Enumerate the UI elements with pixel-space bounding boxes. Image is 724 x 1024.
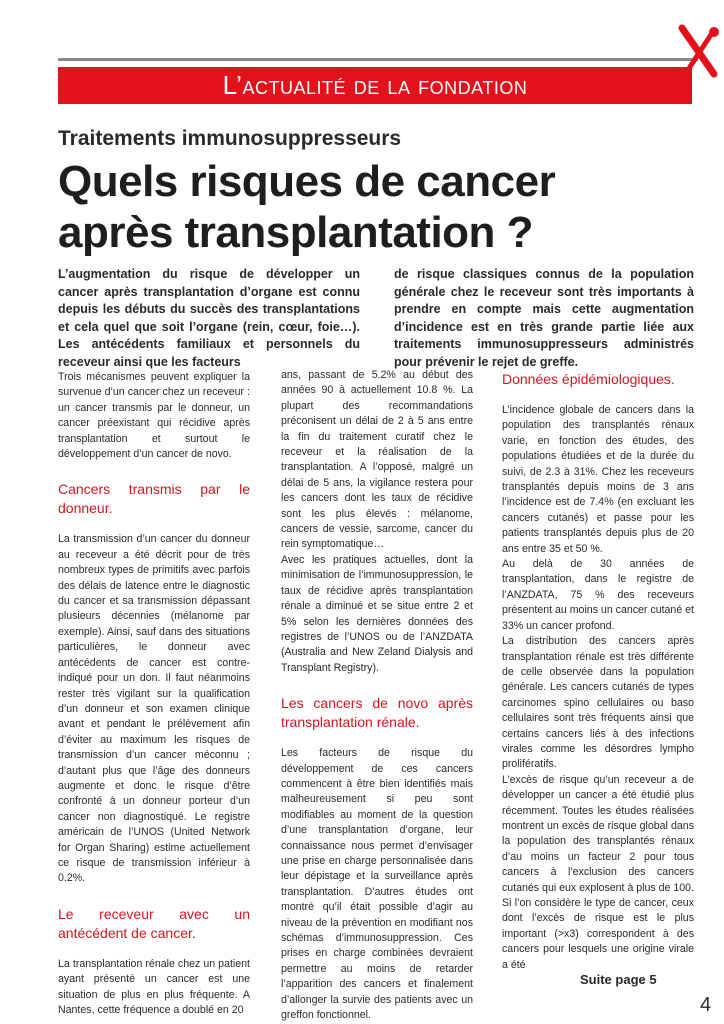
paragraph-exces-risque: L’excès de risque qu’un receveur a de développer un cancer a été étudié plus récemment. Toutes les études réalisées montrent un excès de risque global dans la population des transplantés rénaux d’au moins un facteur 2 pour tous cancers à l’exclusion des cancers cutanés qui eux explosent à plus de 100. <box>502 773 695 894</box>
paragraph-delais: ans, passant de 5.2% au début des années 90 à actuellement 10.8 %. La plupart des recommandations préconisent un délai de 2 à 5 ans entre la fin du traitement curatif chez le receveur et la réalisation de la transplantation. A l’opposé, malgré un délai de 5 ans, la vigilance restera pour les cancers dont les taux de récidive sont les plus élevés : mélanome, cancers de vessie, sarcome, cancer du rein symptomatique… <box>281 369 473 551</box>
page-number: 4 <box>700 994 712 1016</box>
article-kicker: Traitements immunosuppresseurs <box>58 127 402 150</box>
article-headline <box>58 156 698 258</box>
paragraph-type-cancer: Si l’on considère le type de cancer, ceux dont l’excès de risque est le plus important (>x3) correspondent à des cancers pour lesquels une origine virale a été <box>502 897 694 971</box>
paragraph-cancers-de-novo: Les facteurs de risque du développement de ces cancers commencent à être bien identifiés mais malheureusement si peu sont modifiables au moment de la question d’une transplantation d’organe, leur connaissance nous permet d’envisager une prise en charge personnalisée dans leur dépistage et la surveillance après transplantation. D’autres études ont montré qu’il était possible d’agir au niveau de la prévention en modifiant nos schémas d’immunosuppression. Ces prises en charge combinées devraient permettre au moins de retarder l’apparition des cancers et finalement d’allonger la survie des patients avec un greffon fonctionnel. <box>281 747 473 1022</box>
column-2 <box>281 368 473 1023</box>
column-1 <box>58 370 250 1018</box>
paragraph-anzdata: Au delà de 30 années de transplantation, dans le registre de l’ANZDATA, 75 % des receveurs présentent au moins un cancer cutané et 33% un cancer profond. <box>502 558 694 632</box>
headline-line-2: après transplantation ? <box>58 208 534 257</box>
paragraph-incidence: L’incidence globale de cancers dans la population des transplantés rénaux varie, en fonction des études, des populations étudiées et de la durée du suivi, de 2.3 à 31%. Chez les receveurs transplantés depuis moins de 3 ans l’incidence est de 7.4% (en excluant les cancers cutanés) et passe pour les patients transplantés depuis plus de 20 ans entre 35 et 50 %. <box>502 404 694 555</box>
paragraph-cancers-transmis: La transmission d’un cancer du donneur au receveur a été décrit pour de très nombreux types de primitifs avec parfois des délais de latence entre le diagnostic du cancer et sa transmission dépassant plusieurs décennies (mélanome par exemple). Ainsi, sauf dans des situations particulières, le donneur avec antécédents de cancer est contre-indiqué pour un don. Il faut néanmoins rester très vigilant sur la qualification d’un donneur et son examen clinique avant et pendant le prélèvement afin d’éviter au maximum les risques de transmission d’un cancer méconnu ; d’autant plus que l’âge des donneurs augmente et donc le risque d’être confronté à un donneur porteur d’un cancer non diagnostiqué. Le registre américain de l’UNOS (United Network for Organ Sharing) estime actuellement ce risque de transmission inférieur à 0.2%. <box>58 533 250 885</box>
section-banner-label: L’actualité de la fondation <box>222 70 528 100</box>
paragraph-distribution: La distribution des cancers après transplantation rénale est très différente de celle observée dans la population générale. Les cancers cutanés de types carcinomes spino cellulaires ou baso cellulaires sont très fréquents ainsi que certains cancers liés à des infections virales comme les désordres lympho prolifératifs. <box>502 635 694 771</box>
heading-receveur-antecedent: Le receveur avec un antécédent de cancer. <box>58 905 250 941</box>
lead-paragraph-right: de risque classiques connus de la population générale chez le receveur sont très importants à prendre en compte mais cette augmentation d’incidence est en très grande partie liée aux traitements immunosuppresseurs administrés pour prévenir le rejet de greffe. <box>394 267 694 369</box>
paragraph-receveur-antecedent: La transplantation rénale chez un patient ayant présenté un cancer est une situation de plus en plus fréquente. A Nantes, cette fréquence a doublé en 20 <box>58 957 250 1016</box>
intro-paragraph: Trois mécanismes peuvent expliquer la survenue d’un cancer chez un receveur : un cancer transmis par le donneur, un cancer préexistant qui récidive après transplantation et surtout le développement d’un cancer de novo. <box>58 371 250 461</box>
lead-paragraph-left: L’augmentation du risque de développer un cancer après transplantation d’organe est connu depuis les débuts du succès des transplantations et cela quel que soit l’organe (rein, cœur, foie…). Les antécédents familiaux et personnels du receveur ainsi que les facteurs <box>58 267 360 369</box>
top-rule <box>58 58 698 61</box>
headline-line-1: Quels risques de cancer <box>58 157 556 206</box>
heading-cancers-transmis: Cancers transmis par le donneur. <box>58 481 250 517</box>
heading-donnees-epidemiologiques: Données épidémiologiques. <box>502 371 675 387</box>
column-3 <box>502 370 694 973</box>
continued-link: Suite page 5 <box>580 972 657 987</box>
paragraph-recidive: Avec les pratiques actuelles, dont la minimisation de l’immunosuppression, le taux de récidive après transplantation rénale a diminué et se situe entre 2 et 5% selon les dernières données des registres de l’UNOS ou de l’ANZDATA (Australia and New Zeland Dialysis and Transplant Registry). <box>281 553 473 674</box>
section-banner <box>58 67 692 104</box>
heading-cancers-de-novo: Les cancers de novo après transplantation rénale. <box>281 695 473 731</box>
